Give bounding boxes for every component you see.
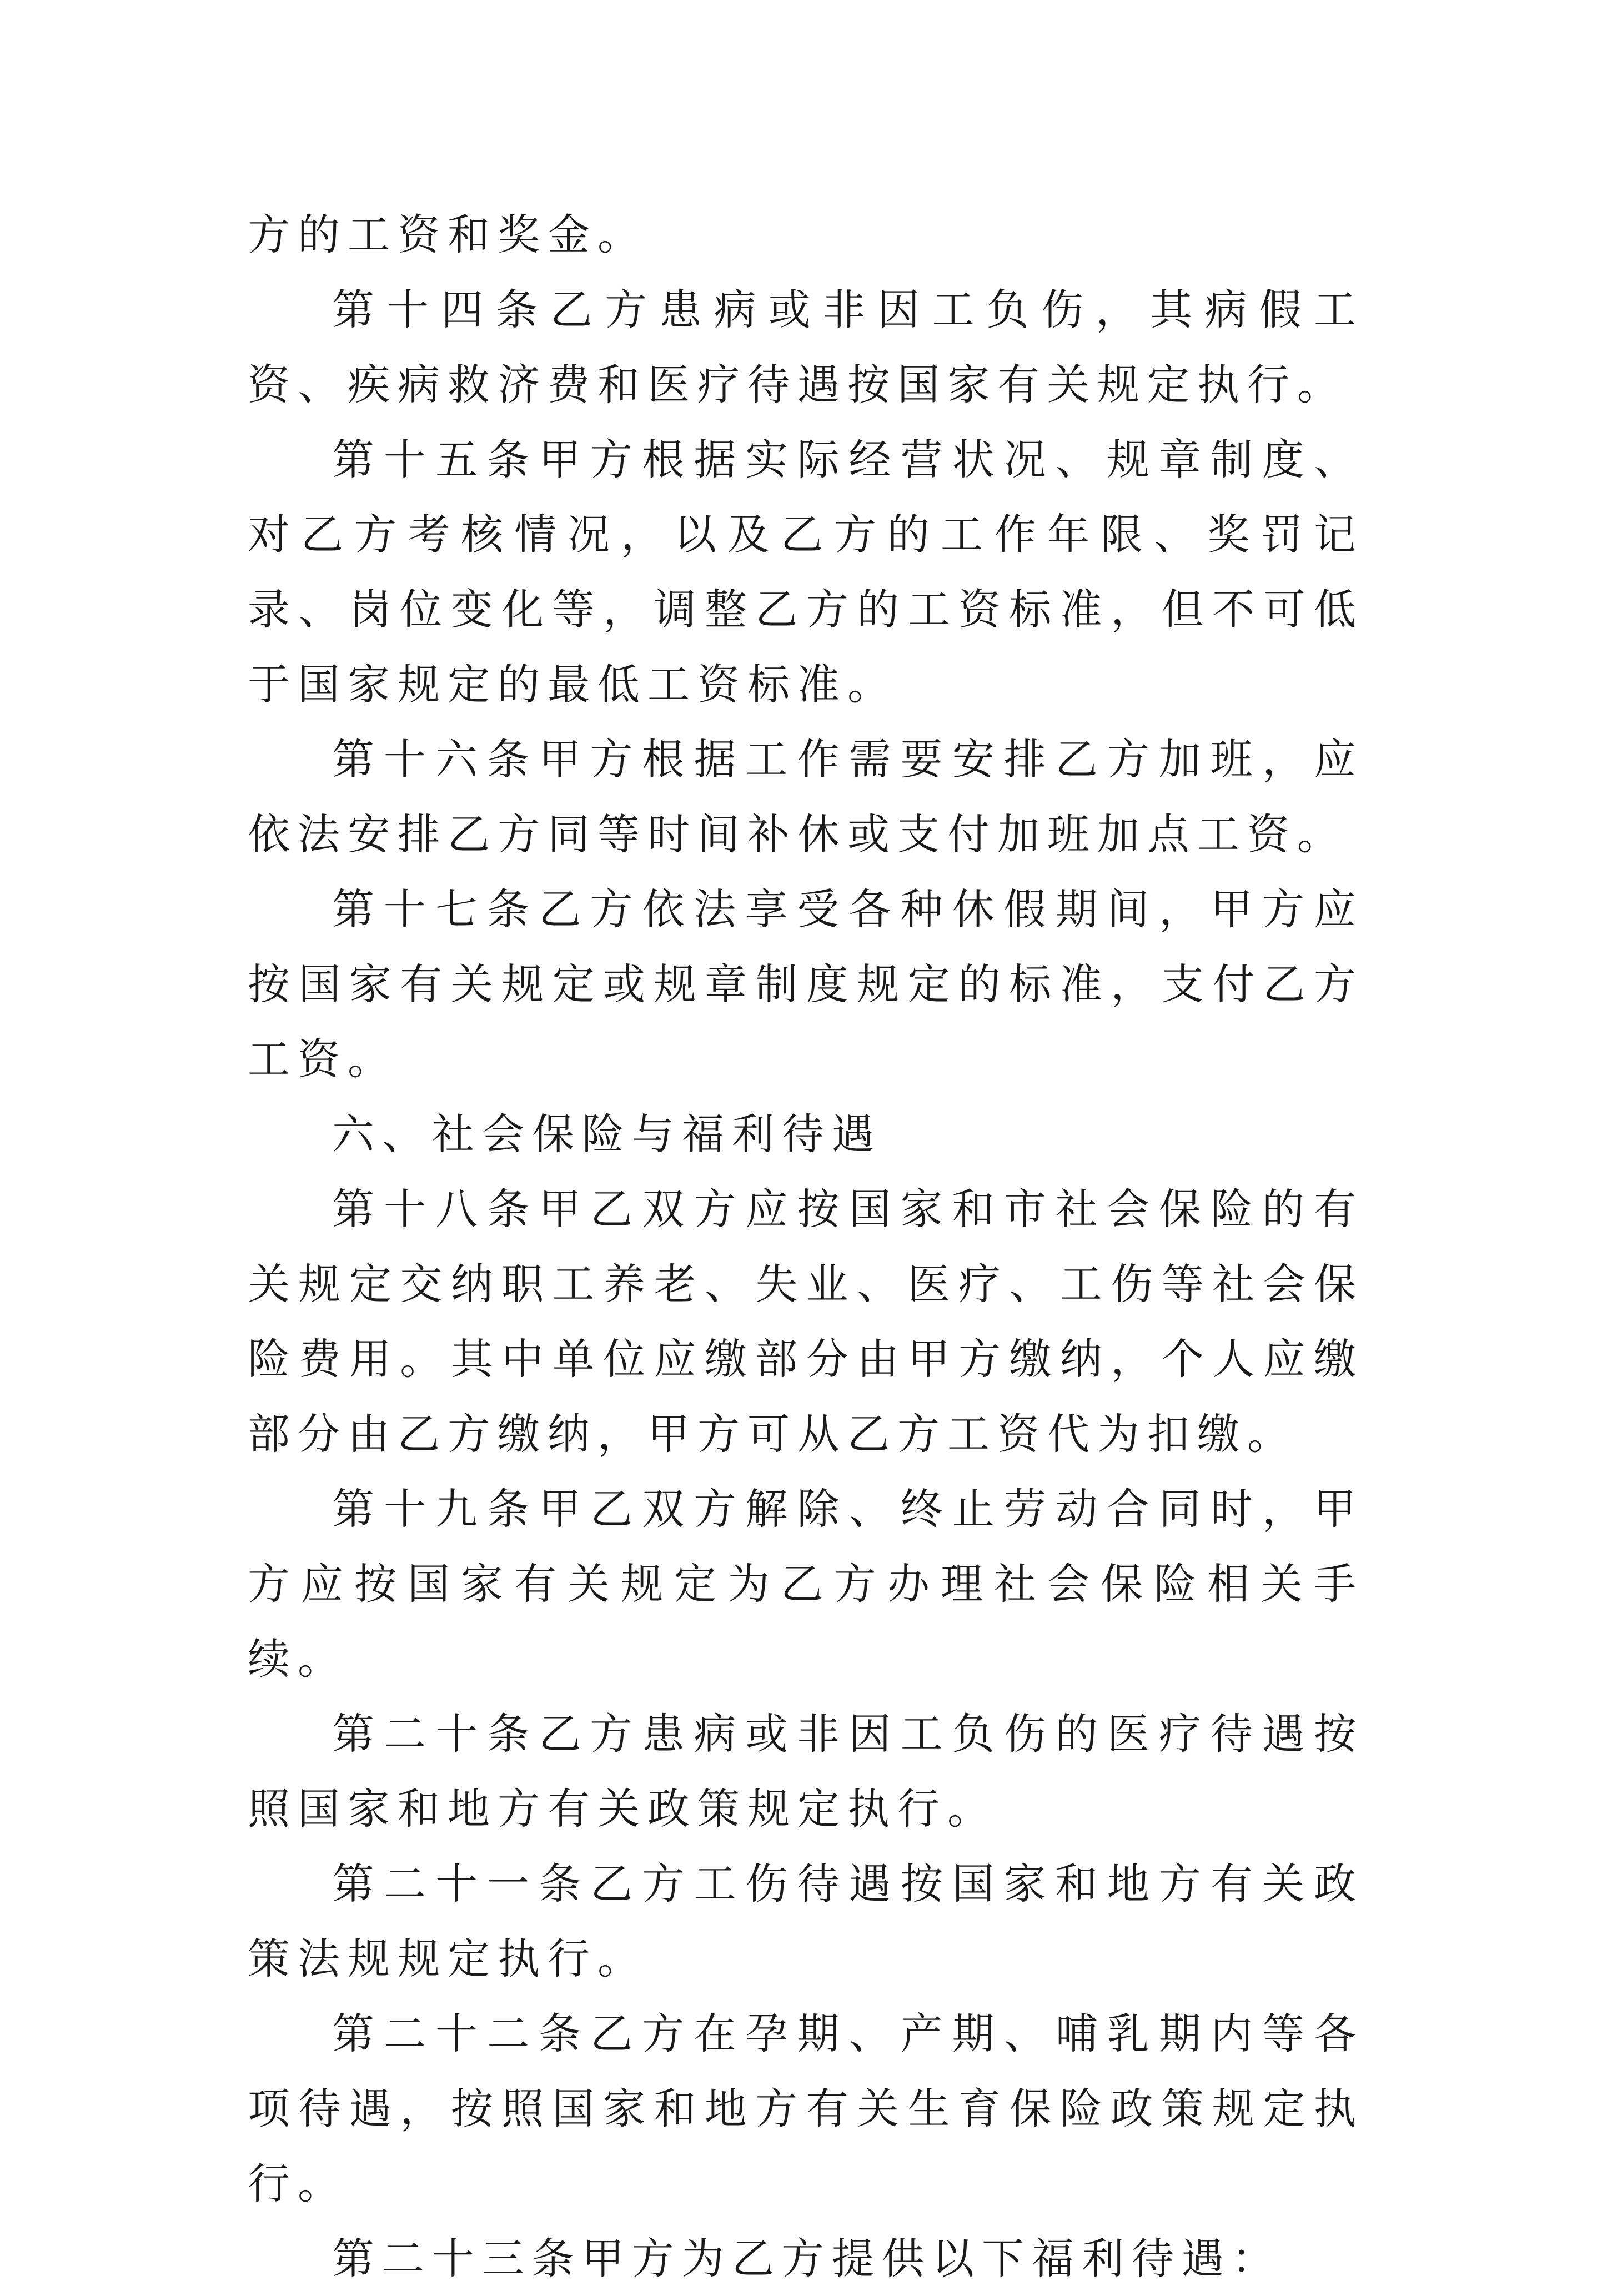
article-16: 第十六条甲方根据工作需要安排乙方加班，应依法安排乙方同等时间补休或支付加班加点工资。 — [248, 735, 1364, 859]
article-14: 第十四条乙方患病或非因工负伤，其病假工资、疾病救济费和医疗待遇按国家有关规定执行。 — [248, 285, 1364, 409]
document-body — [248, 197, 1364, 2296]
article-18: 第十八条甲乙双方应按国家和市社会保险的有关规定交纳职工养老、失业、医疗、工伤等社会保险费用。其中单位应缴部分由甲方缴纳，个人应缴部分由乙方缴纳，甲方可从乙方工资代为扣缴。 — [248, 1184, 1364, 1459]
article-15: 第十五条甲方根据实际经营状况、规章制度、对乙方考核情况，以及乙方的工作年限、奖罚记录、岗位变化等，调整乙方的工资标准，但不可低于国家规定的最低工资标准。 — [248, 435, 1364, 709]
article-22: 第二十二条乙方在孕期、产期、哺乳期内等各项待遇，按照国家和地方有关生育保险政策规定执行。 — [248, 2009, 1364, 2208]
article-17: 第十七条乙方依法享受各种休假期间，甲方应按国家有关规定或规章制度规定的标准，支付乙方工资。 — [248, 885, 1364, 1084]
article-23: 第二十三条甲方为乙方提供以下福利待遇： — [332, 2234, 1282, 2283]
article-19: 第十九条甲乙双方解除、终止劳动合同时，甲方应按国家有关规定为乙方办理社会保险相关手续。 — [248, 1484, 1364, 1684]
article-21: 第二十一条乙方工伤待遇按国家和地方有关政策法规规定执行。 — [248, 1859, 1364, 1983]
article-20: 第二十条乙方患病或非因工负伤的医疗待遇按照国家和地方有关政策规定执行。 — [248, 1709, 1364, 1833]
section-heading-social-insurance: 六、社会保险与福利待遇 — [332, 1109, 882, 1159]
paragraph-continuation: 方的工资和奖金。 — [248, 210, 647, 259]
